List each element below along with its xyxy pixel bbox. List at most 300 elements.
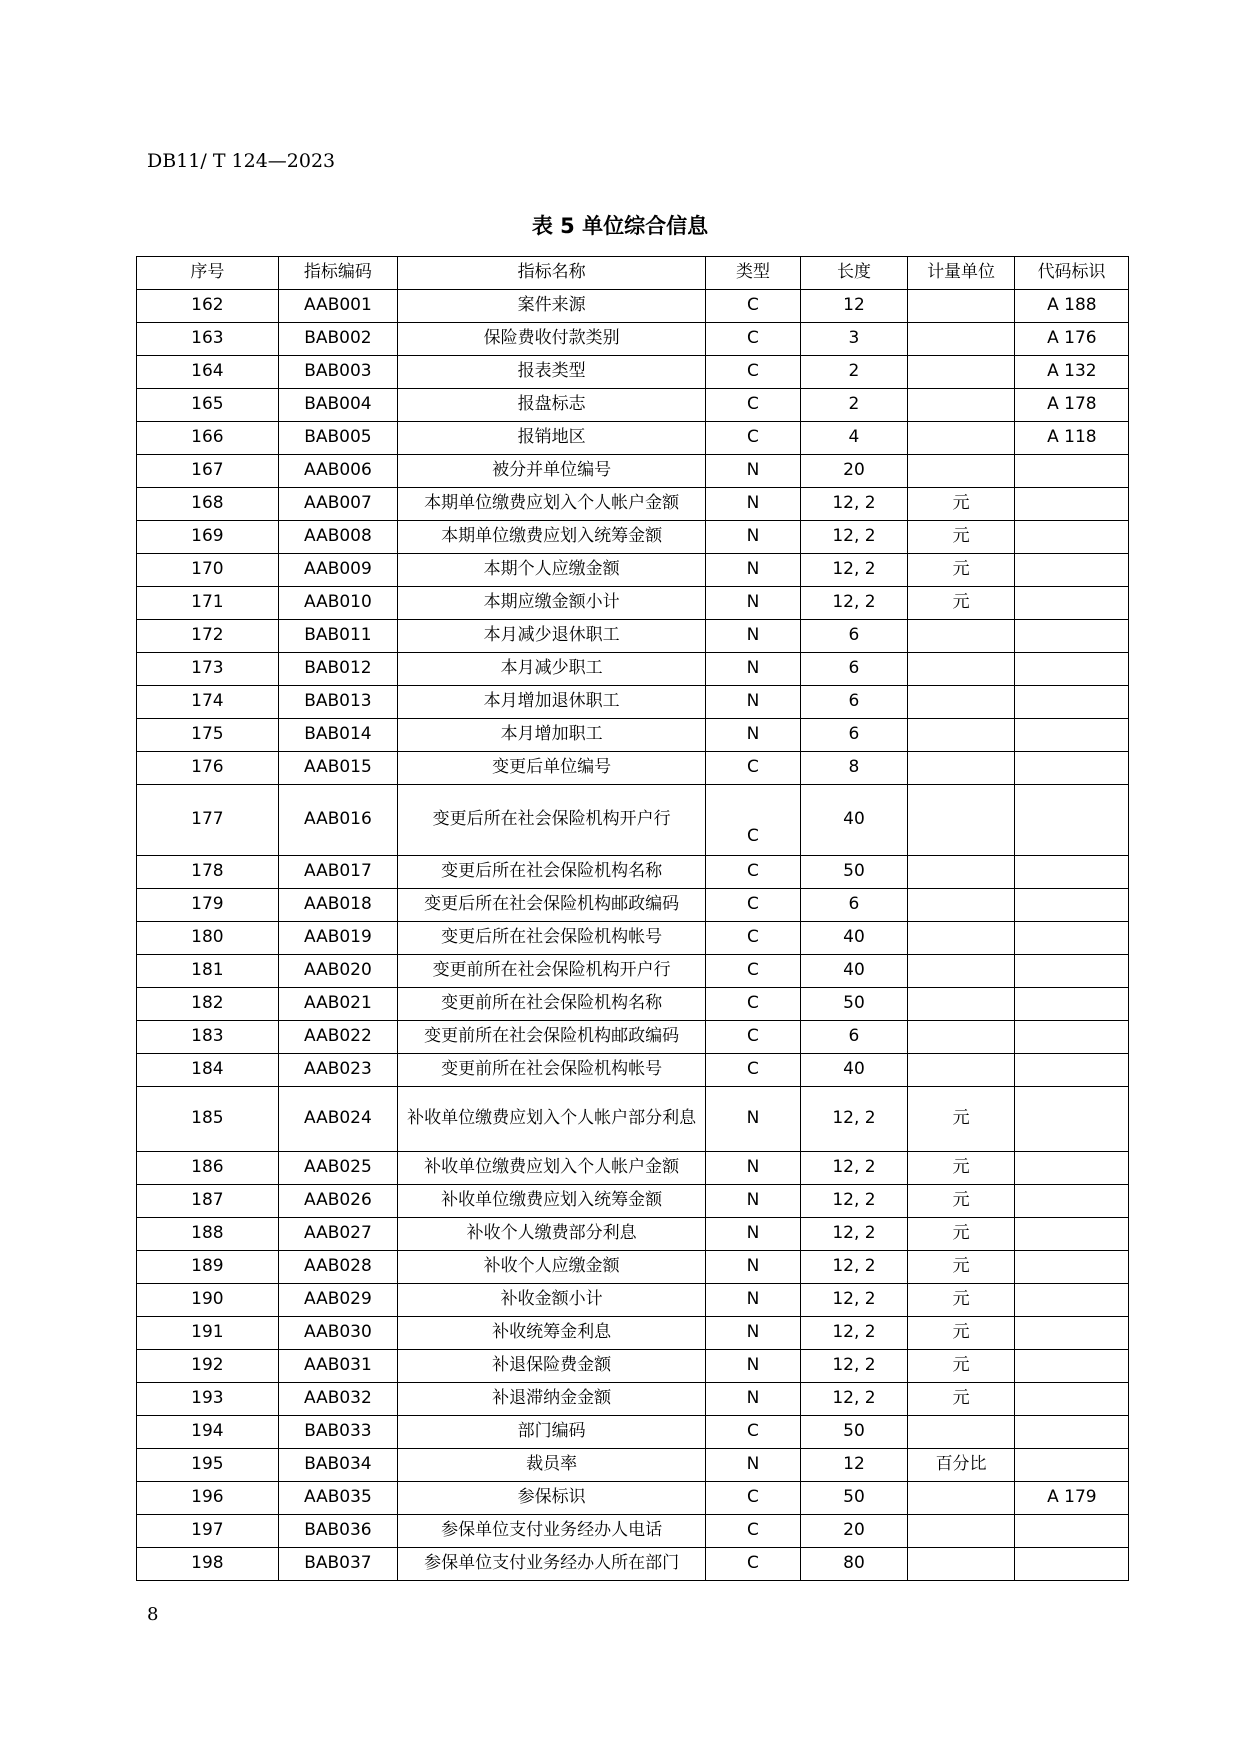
unit-cell: 元	[908, 1152, 1015, 1185]
unit-cell: 元	[908, 1383, 1015, 1416]
code-id-cell	[1015, 1152, 1129, 1185]
table-row	[137, 719, 1129, 752]
table-row	[137, 1449, 1129, 1482]
table-row	[137, 1021, 1129, 1054]
indicator-code-cell: AAB007	[278, 488, 397, 521]
type-cell: N	[706, 1218, 801, 1251]
indicator-name-cell: 补收单位缴费应划入统筹金额	[398, 1185, 706, 1218]
table-row	[137, 521, 1129, 554]
indicator-name-cell: 报表类型	[398, 356, 706, 389]
indicator-code-cell: AAB031	[278, 1350, 397, 1383]
indicator-code-cell: AAB022	[278, 1021, 397, 1054]
indicator-name-cell: 案件来源	[398, 290, 706, 323]
row-number-cell: 168	[137, 488, 279, 521]
code-id-cell: A 118	[1015, 422, 1129, 455]
length-cell: 12, 2	[800, 1284, 907, 1317]
indicator-code-cell: AAB032	[278, 1383, 397, 1416]
indicator-code-cell: AAB027	[278, 1218, 397, 1251]
length-cell: 40	[800, 1054, 907, 1087]
type-cell: N	[706, 1383, 801, 1416]
type-cell: N	[706, 1152, 801, 1185]
row-number-cell: 185	[137, 1087, 279, 1152]
table-row	[137, 1284, 1129, 1317]
indicator-name-cell: 补退保险费金额	[398, 1350, 706, 1383]
unit-cell	[908, 955, 1015, 988]
type-cell: N	[706, 455, 801, 488]
type-cell: C	[706, 955, 801, 988]
code-id-cell	[1015, 1449, 1129, 1482]
table-row	[137, 1548, 1129, 1581]
indicator-code-cell: AAB016	[278, 785, 397, 856]
type-cell: C	[706, 389, 801, 422]
indicator-name-cell: 补收统筹金利息	[398, 1317, 706, 1350]
length-cell: 80	[800, 1548, 907, 1581]
row-number-cell: 166	[137, 422, 279, 455]
indicator-code-cell: AAB021	[278, 988, 397, 1021]
length-cell: 12	[800, 290, 907, 323]
code-id-cell	[1015, 955, 1129, 988]
length-cell: 12, 2	[800, 521, 907, 554]
unit-cell: 元	[908, 1218, 1015, 1251]
code-id-cell	[1015, 488, 1129, 521]
code-id-cell	[1015, 1548, 1129, 1581]
table-row	[137, 785, 1129, 856]
indicator-name-cell: 变更前所在社会保险机构名称	[398, 988, 706, 1021]
row-number-cell: 189	[137, 1251, 279, 1284]
column-header: 序号	[137, 257, 279, 290]
unit-cell: 元	[908, 1317, 1015, 1350]
unit-cell	[908, 1416, 1015, 1449]
type-cell: C	[706, 856, 801, 889]
indicator-name-cell: 被分并单位编号	[398, 455, 706, 488]
unit-cell	[908, 653, 1015, 686]
type-cell: N	[706, 1087, 801, 1152]
code-id-cell: A 132	[1015, 356, 1129, 389]
row-number-cell: 178	[137, 856, 279, 889]
indicator-code-cell: BAB012	[278, 653, 397, 686]
row-number-cell: 176	[137, 752, 279, 785]
row-number-cell: 181	[137, 955, 279, 988]
type-cell: C	[706, 988, 801, 1021]
row-number-cell: 175	[137, 719, 279, 752]
indicator-name-cell: 报盘标志	[398, 389, 706, 422]
table-row	[137, 587, 1129, 620]
row-number-cell: 196	[137, 1482, 279, 1515]
type-cell: N	[706, 587, 801, 620]
indicator-table	[136, 256, 1129, 1581]
length-cell: 50	[800, 988, 907, 1021]
indicator-code-cell: BAB011	[278, 620, 397, 653]
type-cell: N	[706, 554, 801, 587]
type-cell: N	[706, 1449, 801, 1482]
code-id-cell	[1015, 856, 1129, 889]
indicator-name-cell: 参保单位支付业务经办人电话	[398, 1515, 706, 1548]
length-cell: 6	[800, 686, 907, 719]
type-cell: N	[706, 1284, 801, 1317]
length-cell: 12, 2	[800, 1350, 907, 1383]
unit-cell	[908, 323, 1015, 356]
code-id-cell	[1015, 1054, 1129, 1087]
indicator-code-cell: BAB003	[278, 356, 397, 389]
row-number-cell: 190	[137, 1284, 279, 1317]
row-number-cell: 170	[137, 554, 279, 587]
row-number-cell: 186	[137, 1152, 279, 1185]
indicator-code-cell: BAB002	[278, 323, 397, 356]
type-cell: N	[706, 1350, 801, 1383]
indicator-code-cell: AAB028	[278, 1251, 397, 1284]
unit-cell: 元	[908, 1284, 1015, 1317]
unit-cell	[908, 1054, 1015, 1087]
type-cell: N	[706, 1317, 801, 1350]
code-id-cell	[1015, 1021, 1129, 1054]
code-id-cell	[1015, 752, 1129, 785]
length-cell: 12, 2	[800, 1087, 907, 1152]
table-row	[137, 488, 1129, 521]
unit-cell: 元	[908, 1087, 1015, 1152]
table-row	[137, 422, 1129, 455]
row-number-cell: 194	[137, 1416, 279, 1449]
indicator-code-cell: BAB014	[278, 719, 397, 752]
type-cell: C	[706, 422, 801, 455]
unit-cell: 元	[908, 1350, 1015, 1383]
table-title: 表 5 单位综合信息	[531, 214, 709, 238]
type-cell: N	[706, 1251, 801, 1284]
indicator-name-cell: 部门编码	[398, 1416, 706, 1449]
code-id-cell	[1015, 1416, 1129, 1449]
row-number-cell: 167	[137, 455, 279, 488]
length-cell: 12, 2	[800, 1317, 907, 1350]
length-cell: 12	[800, 1449, 907, 1482]
row-number-cell: 184	[137, 1054, 279, 1087]
indicator-name-cell: 变更前所在社会保险机构帐号	[398, 1054, 706, 1087]
indicator-name-cell: 变更后所在社会保险机构帐号	[398, 922, 706, 955]
table-row	[137, 620, 1129, 653]
length-cell: 50	[800, 856, 907, 889]
row-number-cell: 195	[137, 1449, 279, 1482]
unit-cell	[908, 785, 1015, 856]
code-id-cell	[1015, 1317, 1129, 1350]
indicator-code-cell: BAB004	[278, 389, 397, 422]
row-number-cell: 179	[137, 889, 279, 922]
row-number-cell: 173	[137, 653, 279, 686]
indicator-code-cell: AAB029	[278, 1284, 397, 1317]
table-row	[137, 323, 1129, 356]
indicator-name-cell: 参保单位支付业务经办人所在部门	[398, 1548, 706, 1581]
length-cell: 2	[800, 389, 907, 422]
code-id-cell: A 178	[1015, 389, 1129, 422]
row-number-cell: 172	[137, 620, 279, 653]
indicator-code-cell: BAB013	[278, 686, 397, 719]
indicator-name-cell: 本期个人应缴金额	[398, 554, 706, 587]
indicator-code-cell: AAB001	[278, 290, 397, 323]
code-id-cell: A 188	[1015, 290, 1129, 323]
length-cell: 12, 2	[800, 587, 907, 620]
code-id-cell: A 179	[1015, 1482, 1129, 1515]
row-number-cell: 197	[137, 1515, 279, 1548]
unit-cell	[908, 620, 1015, 653]
indicator-name-cell: 补收金额小计	[398, 1284, 706, 1317]
code-id-cell	[1015, 719, 1129, 752]
length-cell: 12, 2	[800, 1383, 907, 1416]
indicator-code-cell: BAB034	[278, 1449, 397, 1482]
length-cell: 6	[800, 719, 907, 752]
code-id-cell	[1015, 1515, 1129, 1548]
type-cell: C	[706, 785, 801, 856]
indicator-name-cell: 本月增加退休职工	[398, 686, 706, 719]
code-id-cell	[1015, 1185, 1129, 1218]
length-cell: 12, 2	[800, 1218, 907, 1251]
type-cell: C	[706, 889, 801, 922]
indicator-name-cell: 补收单位缴费应划入个人帐户部分利息	[398, 1087, 706, 1152]
row-number-cell: 177	[137, 785, 279, 856]
row-number-cell: 169	[137, 521, 279, 554]
table-row	[137, 889, 1129, 922]
type-cell: N	[706, 488, 801, 521]
row-number-cell: 174	[137, 686, 279, 719]
code-id-cell	[1015, 1284, 1129, 1317]
indicator-name-cell: 裁员率	[398, 1449, 706, 1482]
type-cell: N	[706, 521, 801, 554]
unit-cell	[908, 356, 1015, 389]
unit-cell	[908, 988, 1015, 1021]
indicator-name-cell: 本月减少职工	[398, 653, 706, 686]
indicator-name-cell: 变更前所在社会保险机构邮政编码	[398, 1021, 706, 1054]
table-row	[137, 290, 1129, 323]
type-cell: N	[706, 653, 801, 686]
indicator-name-cell: 变更前所在社会保险机构开户行	[398, 955, 706, 988]
unit-cell	[908, 752, 1015, 785]
code-id-cell	[1015, 653, 1129, 686]
table-row	[137, 856, 1129, 889]
unit-cell: 元	[908, 1251, 1015, 1284]
unit-cell	[908, 889, 1015, 922]
length-cell: 12, 2	[800, 554, 907, 587]
unit-cell	[908, 422, 1015, 455]
indicator-name-cell: 本月减少退休职工	[398, 620, 706, 653]
row-number-cell: 163	[137, 323, 279, 356]
length-cell: 50	[800, 1416, 907, 1449]
row-number-cell: 162	[137, 290, 279, 323]
type-cell: N	[706, 620, 801, 653]
indicator-name-cell: 变更后所在社会保险机构开户行	[398, 785, 706, 856]
document-code: DB11/ T 124—2023	[147, 150, 336, 172]
unit-cell: 元	[908, 521, 1015, 554]
table-row	[137, 1251, 1129, 1284]
code-id-cell	[1015, 1383, 1129, 1416]
row-number-cell: 183	[137, 1021, 279, 1054]
table-row	[137, 1482, 1129, 1515]
column-header: 代码标识	[1015, 257, 1129, 290]
indicator-name-cell: 补收个人缴费部分利息	[398, 1218, 706, 1251]
row-number-cell: 191	[137, 1317, 279, 1350]
length-cell: 40	[800, 785, 907, 856]
row-number-cell: 192	[137, 1350, 279, 1383]
table-row	[137, 686, 1129, 719]
table-row	[137, 1383, 1129, 1416]
length-cell: 20	[800, 455, 907, 488]
unit-cell	[908, 856, 1015, 889]
table-row	[137, 922, 1129, 955]
type-cell: C	[706, 1416, 801, 1449]
type-cell: C	[706, 290, 801, 323]
length-cell: 40	[800, 922, 907, 955]
column-header: 指标名称	[398, 257, 706, 290]
code-id-cell: A 176	[1015, 323, 1129, 356]
indicator-code-cell: AAB030	[278, 1317, 397, 1350]
table-header-row	[137, 257, 1129, 290]
unit-cell: 元	[908, 554, 1015, 587]
indicator-name-cell: 保险费收付款类别	[398, 323, 706, 356]
indicator-code-cell: BAB037	[278, 1548, 397, 1581]
table-row	[137, 1515, 1129, 1548]
length-cell: 6	[800, 889, 907, 922]
table-row	[137, 356, 1129, 389]
indicator-code-cell: AAB010	[278, 587, 397, 620]
table-row	[137, 455, 1129, 488]
unit-cell: 元	[908, 1185, 1015, 1218]
indicator-code-cell: AAB006	[278, 455, 397, 488]
indicator-code-cell: AAB009	[278, 554, 397, 587]
table-row	[137, 752, 1129, 785]
row-number-cell: 188	[137, 1218, 279, 1251]
row-number-cell: 171	[137, 587, 279, 620]
indicator-code-cell: AAB020	[278, 955, 397, 988]
unit-cell: 百分比	[908, 1449, 1015, 1482]
code-id-cell	[1015, 587, 1129, 620]
code-id-cell	[1015, 620, 1129, 653]
table-row	[137, 1416, 1129, 1449]
code-id-cell	[1015, 686, 1129, 719]
length-cell: 4	[800, 422, 907, 455]
indicator-name-cell: 本期单位缴费应划入统筹金额	[398, 521, 706, 554]
code-id-cell	[1015, 1087, 1129, 1152]
table-row	[137, 988, 1129, 1021]
table-body	[137, 290, 1129, 1581]
code-id-cell	[1015, 785, 1129, 856]
length-cell: 6	[800, 653, 907, 686]
table-row	[137, 554, 1129, 587]
unit-cell	[908, 1548, 1015, 1581]
indicator-code-cell: AAB026	[278, 1185, 397, 1218]
indicator-name-cell: 报销地区	[398, 422, 706, 455]
indicator-code-cell: AAB019	[278, 922, 397, 955]
indicator-code-cell: AAB015	[278, 752, 397, 785]
table-row	[137, 653, 1129, 686]
length-cell: 6	[800, 620, 907, 653]
row-number-cell: 182	[137, 988, 279, 1021]
indicator-name-cell: 本月增加职工	[398, 719, 706, 752]
unit-cell	[908, 1021, 1015, 1054]
code-id-cell	[1015, 521, 1129, 554]
indicator-code-cell: BAB005	[278, 422, 397, 455]
type-cell: C	[706, 356, 801, 389]
indicator-name-cell: 补退滞纳金金额	[398, 1383, 706, 1416]
column-header: 类型	[706, 257, 801, 290]
code-id-cell	[1015, 988, 1129, 1021]
length-cell: 12, 2	[800, 1185, 907, 1218]
indicator-name-cell: 变更后所在社会保险机构邮政编码	[398, 889, 706, 922]
row-number-cell: 193	[137, 1383, 279, 1416]
indicator-code-cell: AAB017	[278, 856, 397, 889]
indicator-name-cell: 本期单位缴费应划入个人帐户金额	[398, 488, 706, 521]
type-cell: N	[706, 719, 801, 752]
unit-cell: 元	[908, 488, 1015, 521]
indicator-name-cell: 变更后所在社会保险机构名称	[398, 856, 706, 889]
length-cell: 40	[800, 955, 907, 988]
row-number-cell: 198	[137, 1548, 279, 1581]
table-row	[137, 1185, 1129, 1218]
length-cell: 2	[800, 356, 907, 389]
length-cell: 3	[800, 323, 907, 356]
length-cell: 12, 2	[800, 488, 907, 521]
type-cell: N	[706, 686, 801, 719]
unit-cell	[908, 719, 1015, 752]
unit-cell	[908, 922, 1015, 955]
type-cell: C	[706, 1515, 801, 1548]
code-id-cell	[1015, 889, 1129, 922]
unit-cell	[908, 686, 1015, 719]
indicator-name-cell: 变更后单位编号	[398, 752, 706, 785]
length-cell: 6	[800, 1021, 907, 1054]
table-row	[137, 1087, 1129, 1152]
length-cell: 12, 2	[800, 1251, 907, 1284]
row-number-cell: 180	[137, 922, 279, 955]
page-number: 8	[147, 1604, 159, 1625]
code-id-cell	[1015, 554, 1129, 587]
code-id-cell	[1015, 1218, 1129, 1251]
unit-cell	[908, 389, 1015, 422]
length-cell: 12, 2	[800, 1152, 907, 1185]
indicator-code-cell: AAB008	[278, 521, 397, 554]
length-cell: 20	[800, 1515, 907, 1548]
indicator-code-cell: AAB035	[278, 1482, 397, 1515]
row-number-cell: 165	[137, 389, 279, 422]
table-row	[137, 1152, 1129, 1185]
indicator-name-cell: 补收单位缴费应划入个人帐户金额	[398, 1152, 706, 1185]
row-number-cell: 164	[137, 356, 279, 389]
indicator-code-cell: BAB036	[278, 1515, 397, 1548]
code-id-cell	[1015, 1350, 1129, 1383]
type-cell: C	[706, 323, 801, 356]
table-row	[137, 1350, 1129, 1383]
type-cell: C	[706, 1482, 801, 1515]
unit-cell: 元	[908, 587, 1015, 620]
table-row	[137, 955, 1129, 988]
type-cell: C	[706, 1021, 801, 1054]
code-id-cell	[1015, 1251, 1129, 1284]
table-row	[137, 1317, 1129, 1350]
unit-cell	[908, 1482, 1015, 1515]
indicator-name-cell: 参保标识	[398, 1482, 706, 1515]
table-row	[137, 1218, 1129, 1251]
indicator-name-cell: 本期应缴金额小计	[398, 587, 706, 620]
row-number-cell: 187	[137, 1185, 279, 1218]
length-cell: 50	[800, 1482, 907, 1515]
unit-cell	[908, 1515, 1015, 1548]
table-row	[137, 1054, 1129, 1087]
table-row	[137, 389, 1129, 422]
length-cell: 8	[800, 752, 907, 785]
type-cell: N	[706, 1185, 801, 1218]
indicator-code-cell: AAB024	[278, 1087, 397, 1152]
column-header: 计量单位	[908, 257, 1015, 290]
unit-cell	[908, 290, 1015, 323]
indicator-code-cell: AAB023	[278, 1054, 397, 1087]
code-id-cell	[1015, 455, 1129, 488]
type-cell: C	[706, 922, 801, 955]
type-cell: C	[706, 752, 801, 785]
indicator-code-cell: BAB033	[278, 1416, 397, 1449]
